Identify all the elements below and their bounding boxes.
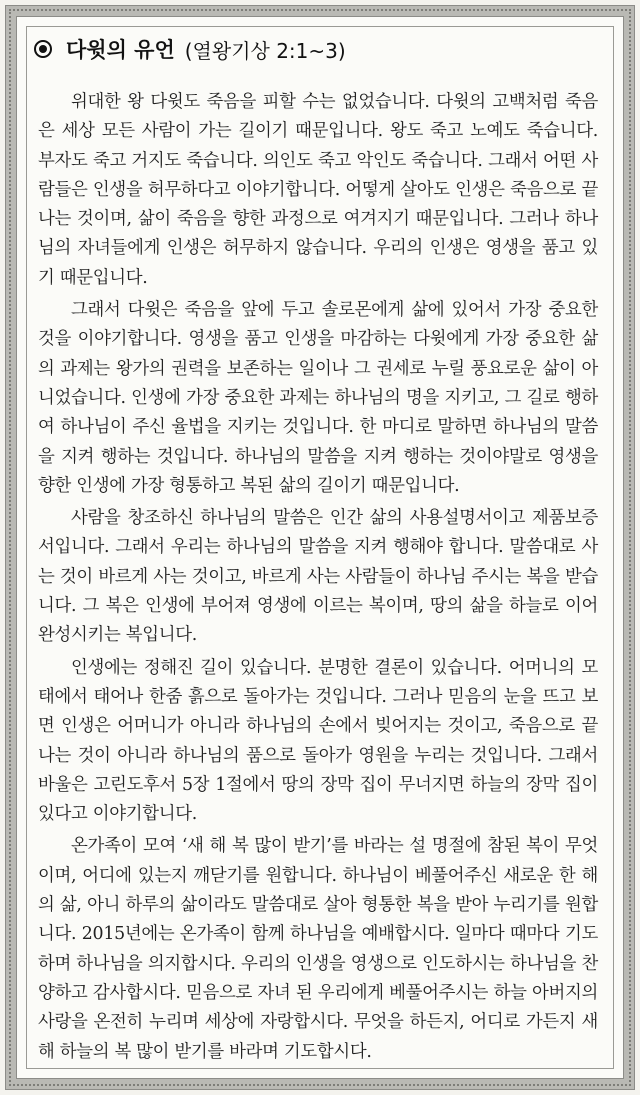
section-title: 다윗의 유언 bbox=[66, 38, 175, 62]
paragraph-3: 사람을 창조하신 하나님의 말씀은 인간 삶의 사용설명서이고 제품보증서입니다. 그래서 우리는 하나님의 말씀을 지켜 행해야 합니다. 말씀대로 사는 것이 바르게 사는 것이고, 바르게 사는 사람들이 하나님 주시는 복을 받습니다. 그 복은 인생에 부어져 영생에 이르는 복이며, 땅의 삶을 하늘로 이어 완성시키는 복입니다. bbox=[38, 508, 598, 646]
bullet-circle-icon bbox=[34, 40, 52, 58]
paragraph-1: 위대한 왕 다윗도 죽음을 피할 수는 없었습니다. 다윗의 고백처럼 죽음은 세상 모든 사람이 가는 길이기 때문입니다. 왕도 죽고 노예도 죽습니다. 부자도 죽고 거지도 죽습니다. 의인도 죽고 악인도 죽습니다. 그래서 어떤 사람들은 인생을 허무하다고 이야기합니다. 어떻게 살아도 인생은 죽음으로 끝나는 것이며, 삶이 죽음을 향한 과정으로 여겨지기 때문입니다. 그러나 하나님의 자녀들에게 인생은 허무하지 않습니다. 우리의 인생은 영생을 품고 있기 때문입니다. bbox=[38, 92, 598, 288]
section-heading bbox=[34, 34, 346, 64]
scripture-reference: (열왕기상 2:1~3) bbox=[184, 38, 346, 63]
body-text bbox=[38, 88, 598, 1070]
paragraph-5: 온가족이 모여 ‘새 해 복 많이 받기’를 바라는 설 명절에 참된 복이 무엇이며, 어디에 있는지 깨닫기를 원합니다. 하나님이 베풀어주신 새로운 한 해의 삶, 아니 하루의 삶이라도 말씀대로 살아 형통한 복을 받아 누리기를 원합니다. 2015년에는 온가족이 함께 하나님을 예배합시다. 일마다 때마다 기도하며 하나님을 의지합시다. 우리의 인생을 영생으로 인도하시는 하나님을 찬양하고 감사합시다. 믿음으로 자녀 된 우리에게 베풀어주시는 하늘 아버지의 사랑을 온전히 누리며 세상에 자랑합시다. 무엇을 하든지, 어디로 가든지 새 해 하늘의 복 많이 받기를 바라며 기도합시다. bbox=[38, 836, 598, 1062]
paragraph-4: 인생에는 정해진 길이 있습니다. 분명한 결론이 있습니다. 어머니의 모태에서 태어나 한줌 흙으로 돌아가는 것입니다. 그러나 믿음의 눈을 뜨고 보면 인생은 어머니가 아니라 하나님의 손에서 빚어지는 것이고, 죽음으로 끝나는 것이 아니라 하나님의 품으로 돌아가 영원을 누리는 것입니다. 그래서 바울은 고린도후서 5장 1절에서 땅의 장막 집이 무너지면 하늘의 장막 집이 있다고 이야기합니다. bbox=[38, 657, 598, 825]
paragraph-2: 그래서 다윗은 죽음을 앞에 두고 솔로몬에게 삶에 있어서 가장 중요한 것을 이야기합니다. 영생을 품고 인생을 마감하는 다윗에게 가장 중요한 삶의 과제는 왕가의 권력을 보존하는 일이나 그 권세로 누릴 풍요로운 삶이 아니었습니다. 인생에 가장 중요한 과제는 하나님의 명을 지키고, 그 길로 행하여 하나님이 주신 율법을 지키는 것입니다. 한 마디로 말하면 하나님의 말씀을 지켜 행하는 것입니다. 하나님의 말씀을 지켜 행하는 것이야말로 영생을 향한 인생에 가장 형통하고 복된 삶의 길이기 때문입니다. bbox=[38, 300, 598, 496]
